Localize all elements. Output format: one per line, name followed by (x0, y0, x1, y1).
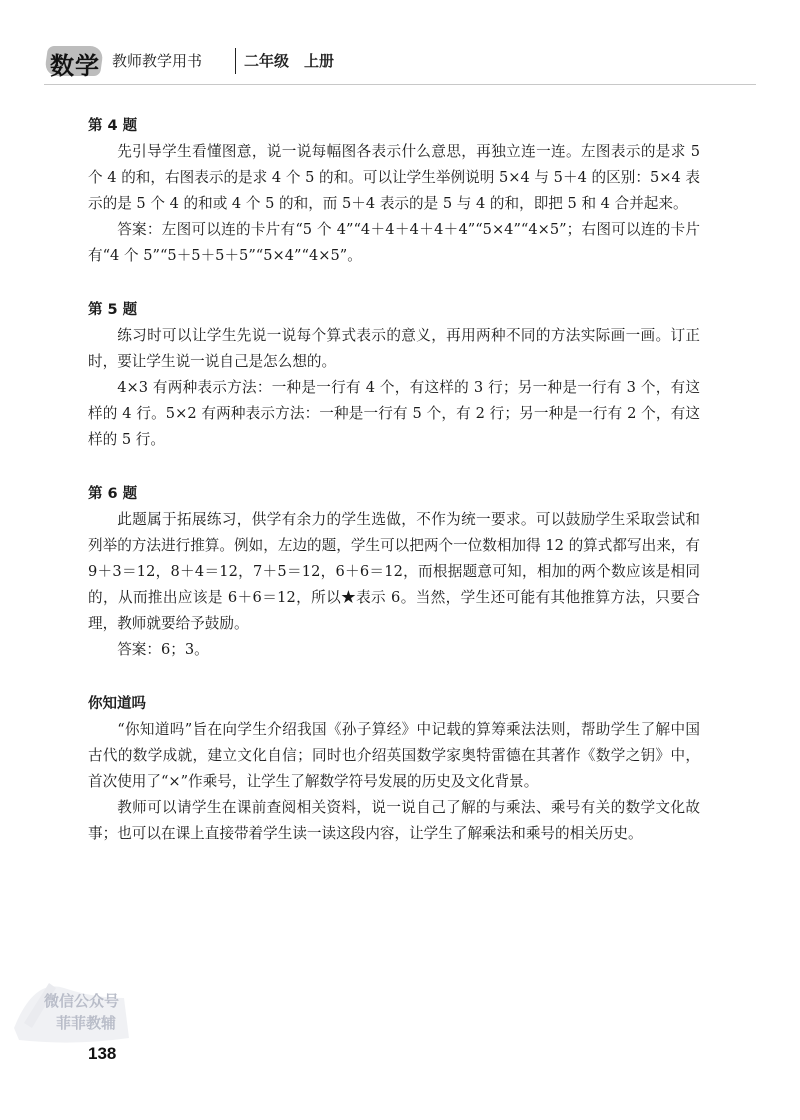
header-rule (44, 84, 756, 85)
watermark (4, 968, 154, 1054)
section-title: 第 5 题 (88, 302, 138, 318)
watermark-line-2: 菲菲教辅 (56, 1014, 117, 1032)
paragraph: 此题属于拓展练习，供学有余力的学生选做，不作为统一要求。可以鼓励学生采取尝试和列举的方法进行推算。例如，左边的题，学生可以把两个一位数相加得 12 的算式都写出来，有 9＋3＝12，8＋4＝12，7＋5＝12，6＋6＝12，而根据题意可知，相加的两个数应该是相同的，从而推出应该是 6＋6＝12，所以★表示 6。当然，学生还可能有其他推算方法，只要合理，教师就要给予鼓励。 (88, 511, 700, 632)
section-title: 你知道吗 (88, 696, 146, 712)
section-problem-4 (88, 113, 700, 269)
paragraph: 练习时可以让学生先说一说每个算式表示的意义，再用两种不同的方法实际画一画。订正时，要让学生说一说自己是怎么想的。 (88, 327, 700, 370)
watermark-line-1: 微信公众号 (44, 992, 120, 1010)
section-problem-6 (88, 481, 700, 663)
section-problem-5 (88, 297, 700, 453)
logo-text: 数学 (50, 52, 100, 80)
paragraph: 先引导学生看懂图意，说一说每幅图各表示什么意思，再独立连一连。左图表示的是求 5 个 4 的和，右图表示的是求 4 个 5 的和。可以让学生举例说明 5×4 与 5＋4 的区别：5×4 表示的是 5 个 4 的和或 4 个 5 的和，而 5＋4 表示的是 5 与 4 的和，即把 5 和 4 合并起来。 (88, 143, 700, 212)
section-did-you-know (88, 691, 700, 847)
book-series-title: 教师教学用书 (112, 52, 203, 70)
page-body (88, 113, 700, 847)
answer-paragraph: 答案：左图可以连的卡片有“5 个 4”“4＋4＋4＋4＋4”“5×4”“4×5”；右图可以连的卡片有“4 个 5”“5＋5＋5＋5”“5×4”“4×5”。 (88, 221, 700, 264)
grade-volume: 二年级 上册 (244, 52, 335, 70)
answer-paragraph: 答案：6；3。 (117, 641, 209, 658)
paragraph: 4×3 有两种表示方法：一种是一行有 4 个，有这样的 3 行；另一种是一行有 3 个，有这样的 4 行。5×2 有两种表示方法：一种是一行有 5 个，有 2 行；另一种是一行有 2 个，有这样的 5 行。 (88, 379, 700, 448)
subject-logo (46, 44, 106, 78)
paragraph: “你知道吗”旨在向学生介绍我国《孙子算经》中记载的算筹乘法法则，帮助学生了解中国古代的数学成就，建立文化自信；同时也介绍英国数学家奥特雷德在其著作《数学之钥》中，首次使用了“×”作乘号，让学生了解数学符号发展的历史及文化背景。 (88, 721, 700, 790)
section-title: 第 6 题 (88, 486, 138, 502)
header-divider (235, 48, 236, 74)
paragraph: 教师可以请学生在课前查阅相关资料，说一说自己了解的与乘法、乘号有关的数学文化故事；也可以在课上直接带着学生读一读这段内容，让学生了解乘法和乘号的相关历史。 (88, 799, 700, 842)
section-title: 第 4 题 (88, 118, 138, 134)
page-number: 138 (88, 1044, 117, 1063)
running-header (44, 28, 374, 84)
